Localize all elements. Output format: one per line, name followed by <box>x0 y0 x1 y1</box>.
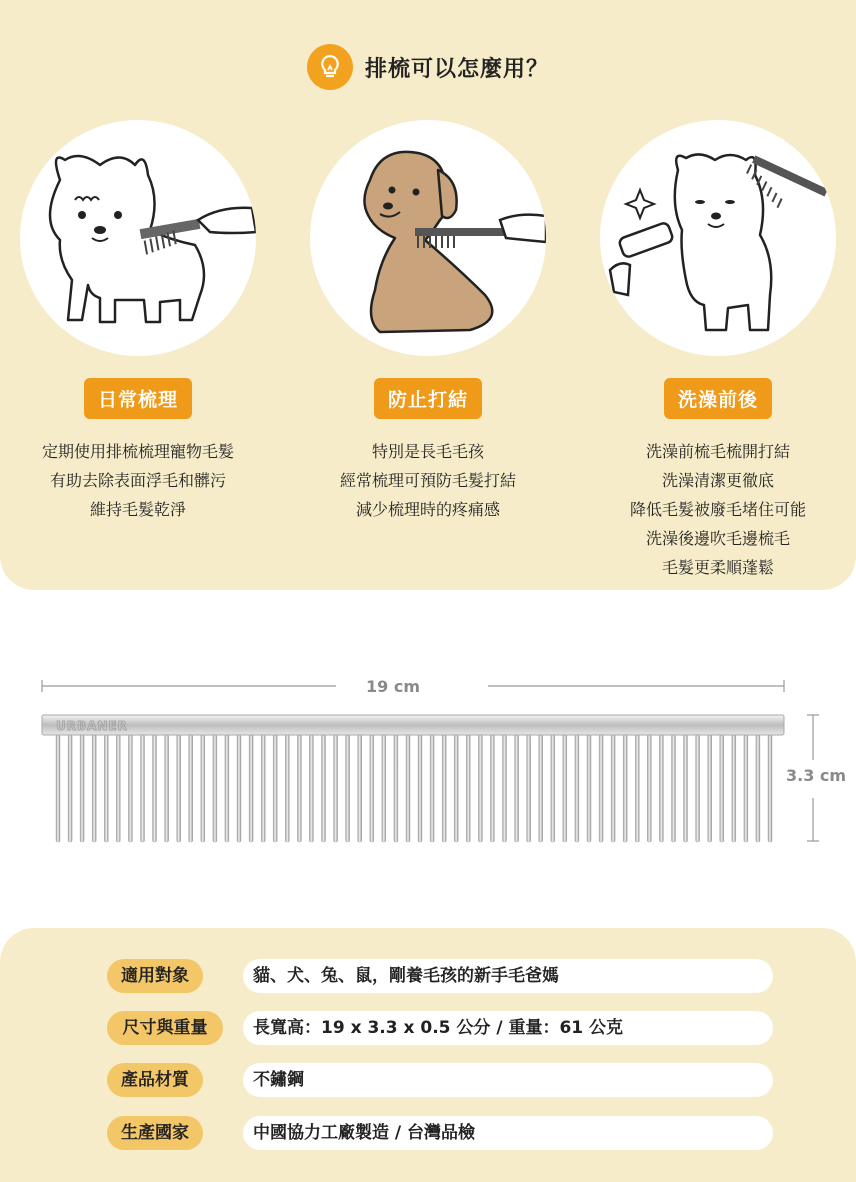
comb-tooth <box>177 735 181 842</box>
spec-row-material <box>107 1063 775 1097</box>
desc-line: 毛髮更柔順蓬鬆 <box>661 558 774 577</box>
comb-product-image <box>0 620 856 880</box>
spec-value: 貓、犬、兔、鼠，剛養毛孩的新手毛爸媽 <box>243 959 773 993</box>
comb-tooth <box>611 735 615 842</box>
comb-tooth <box>237 735 241 842</box>
comb-tooth <box>587 735 591 842</box>
spec-label: 生產國家 <box>107 1116 203 1150</box>
comb-tooth <box>720 735 724 842</box>
comb-tooth <box>418 735 422 842</box>
comb-tooth <box>261 735 265 842</box>
spec-value: 不鏽鋼 <box>243 1063 773 1097</box>
hair-dryer-icon <box>610 222 674 295</box>
tag-bath: 洗澡前後 <box>664 378 772 419</box>
comb-tooth <box>466 735 470 842</box>
comb-tooth <box>165 735 169 842</box>
comb-tooth <box>346 735 350 842</box>
comb-tooth <box>394 735 398 842</box>
illustration-brown-dog-grooming <box>310 120 546 356</box>
desc-daily <box>18 437 258 524</box>
comb-tooth <box>382 735 386 842</box>
spec-label: 產品材質 <box>107 1063 203 1097</box>
use-card-daily <box>18 120 258 524</box>
comb-spine <box>42 715 784 735</box>
comb-tooth <box>116 735 120 842</box>
comb-tooth <box>128 735 132 842</box>
comb-tooth <box>708 735 712 842</box>
desc-line: 定期使用排梳梳理寵物毛髮 <box>41 442 234 461</box>
height-label: 3.3 cm <box>786 766 847 785</box>
usage-panel <box>0 0 856 590</box>
comb-tooth <box>213 735 217 842</box>
comb-tooth <box>273 735 277 842</box>
desc-tangles <box>308 437 548 524</box>
width-label: 19 cm <box>366 677 420 696</box>
comb-tooth <box>297 735 301 842</box>
spec-panel <box>0 928 856 1182</box>
tag-tangles: 防止打結 <box>374 378 482 419</box>
comb-tooth <box>672 735 676 842</box>
illustration-white-dog-grooming <box>20 120 256 356</box>
comb-tooth <box>358 735 362 842</box>
illustration-dog-bath-drying <box>600 120 836 356</box>
desc-line: 洗澡清潔更徹底 <box>661 471 774 490</box>
comb-tooth <box>551 735 555 842</box>
comb-tooth <box>659 735 663 842</box>
comb-tooth <box>406 735 410 842</box>
comb-tooth <box>322 735 326 842</box>
comb-tooth <box>623 735 627 842</box>
comb-tooth <box>503 735 507 842</box>
comb-tooth <box>153 735 157 842</box>
use-card-tangles <box>308 120 548 524</box>
product-comb-section <box>0 620 856 880</box>
desc-bath <box>598 437 838 582</box>
page-title: 排梳可以怎麼用？ <box>364 56 549 82</box>
comb-tooth <box>92 735 96 842</box>
comb-tooth <box>527 735 531 842</box>
comb-tooth <box>454 735 458 842</box>
desc-line: 經常梳理可預防毛髮打結 <box>339 471 516 490</box>
comb-tooth <box>599 735 603 842</box>
comb-tooth <box>732 735 736 842</box>
comb-tooth <box>647 735 651 842</box>
spec-row-size-weight <box>107 1011 775 1045</box>
lightbulb-icon <box>307 44 353 90</box>
comb-tooth <box>756 735 760 842</box>
spec-label: 適用對象 <box>107 959 203 993</box>
comb-tooth <box>635 735 639 842</box>
comb-tooth <box>189 735 193 842</box>
desc-line: 維持毛髮乾淨 <box>89 500 186 519</box>
spec-label: 尺寸與重量 <box>107 1011 223 1045</box>
comb-tooth <box>370 735 374 842</box>
desc-line: 有助去除表面浮毛和髒污 <box>49 471 226 490</box>
comb-tooth <box>334 735 338 842</box>
comb-tooth <box>515 735 519 842</box>
comb-tooth <box>104 735 108 842</box>
comb-tooth <box>141 735 145 842</box>
comb-tooth <box>490 735 494 842</box>
comb-tooth <box>56 735 60 842</box>
comb-tooth <box>478 735 482 842</box>
comb-tooth <box>575 735 579 842</box>
comb-tooth <box>80 735 84 842</box>
comb-tooth <box>430 735 434 842</box>
comb-tooth <box>744 735 748 842</box>
comb-teeth <box>56 735 772 842</box>
desc-line: 洗澡前梳毛梳開打結 <box>645 442 790 461</box>
comb-tooth <box>201 735 205 842</box>
spec-row-target <box>107 959 775 993</box>
comb-tooth <box>309 735 313 842</box>
comb-tooth <box>225 735 229 842</box>
comb-tooth <box>442 735 446 842</box>
comb-tooth <box>768 735 772 842</box>
comb-tooth <box>684 735 688 842</box>
comb-tooth <box>563 735 567 842</box>
desc-line: 降低毛髮被廢毛堵住可能 <box>629 500 806 519</box>
comb-tooth <box>539 735 543 842</box>
comb-tooth <box>696 735 700 842</box>
comb-tooth <box>285 735 289 842</box>
usage-title <box>0 42 856 92</box>
tag-daily: 日常梳理 <box>84 378 192 419</box>
comb-brand-engraving: URBANER <box>56 719 128 733</box>
comb-tooth <box>249 735 253 842</box>
desc-line: 減少梳理時的疼痛感 <box>355 500 500 519</box>
spec-value: 長寬高：19 x 3.3 x 0.5 公分 / 重量：61 公克 <box>243 1011 773 1045</box>
desc-line: 特別是長毛毛孩 <box>371 442 484 461</box>
spec-value: 中國協力工廠製造 / 台灣品檢 <box>243 1116 773 1150</box>
use-card-bath <box>598 120 838 582</box>
desc-line: 洗澡後邊吹毛邊梳毛 <box>645 529 790 548</box>
spec-row-origin <box>107 1116 775 1150</box>
comb-tooth <box>68 735 72 842</box>
